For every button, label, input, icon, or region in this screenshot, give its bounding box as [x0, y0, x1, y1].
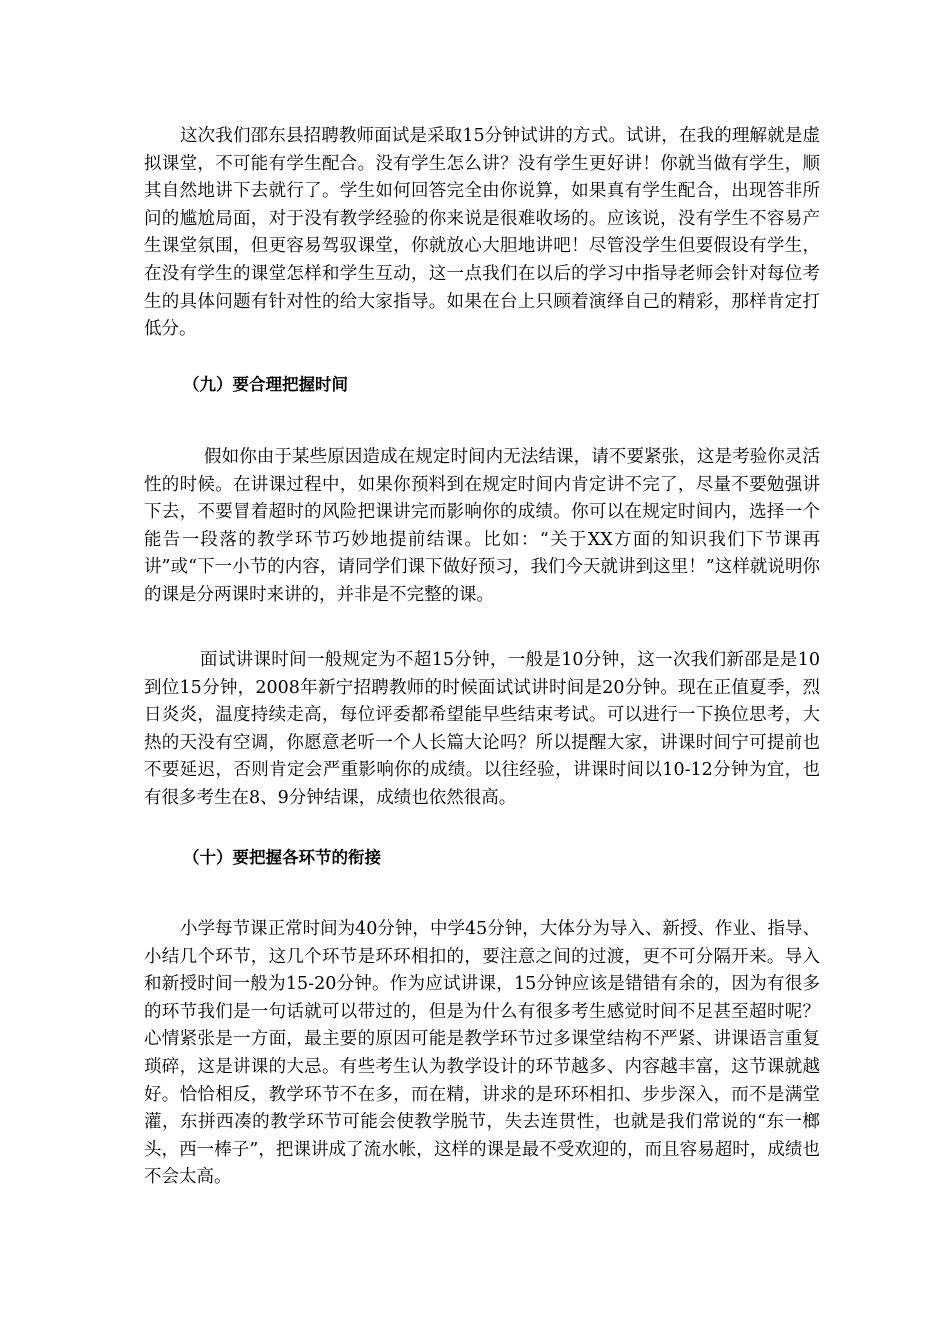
heading-section-ten: （十）要把握各环节的衔接 [183, 848, 381, 867]
paragraph-trial-lecture: 这次我们邵东县招聘教师面试是采取15分钟试讲的方式。试讲，在我的理解就是虚拟课堂，不可能有学生配合。没有学生怎么讲？没有学生更好讲！你就当做有学生，顺其自然地讲下去就行了。学生如何回答完全由你说算，如果真有学生配合，出现答非所问的尴尬局面，对于没有教学经验的你来说是很难收场的。应该说，没有学生不容易产生课堂氛围，但更容易驾驭课堂，你就放心大胆地讲吧！尽管没学生但要假设有学生，在没有学生的课堂怎样和学生互动，这一点我们在以后的学习中指导老师会针对每位考生的具体问题有针对性的给大家指导。如果在台上只顾着演绎自己的精彩，那样肯定打低分。 [144, 126, 820, 340]
heading-section-nine: （九）要合理把握时间 [183, 375, 348, 394]
paragraph-lecture-duration: 面试讲课时间一般规定为不超15分钟，一般是10分钟，这一次我们新邵是是10到位15分钟，2008年新宁招聘教师的时候面试试讲时间是20分钟。现在正值夏季，烈日炎炎，温度持续走高，每位评委都希望能早些结束考试。可以进行一下换位思考，大热的天没有空调，你愿意老听一个人长篇大论吗？所以提醒大家，讲课时间宁可提前也不要延迟，否则肯定会严重影响你的成绩。以往经验，讲课时间以10-12分钟为宜，也有很多考生在8、9分钟结课，成绩也依然很高。 [144, 650, 820, 808]
paragraph-segment-transitions: 小学每节课正常时间为40分钟，中学45分钟，大体分为导入、新授、作业、指导、小结几个环节，这几个环节是环环相扣的，要注意之间的过渡，更不可分隔开来。导入和新授时间一般为15-20分钟。作为应试讲课，15分钟应该是错错有余的，因为有很多的环节我们是一句话就可以带过的，但是为什么有很多考生感觉时间不足甚至超时呢？心情紧张是一方面，最主要的原因可能是教学环节过多课堂结构不严紧、讲课语言重复琐碎，这是讲课的大忌。有些考生认为教学设计的环节越多、内容越丰富，这节课就越好。恰恰相反，教学环节不在多，而在精，讲求的是环环相扣、步步深入，而不是满堂灌，东拼西凑的教学环节可能会使教学脱节，失去连贯性，也就是我们常说的“东一榔头，西一棒子”，把课讲成了流水帐，这样的课是最不受欢迎的，而且容易超时，成绩也不会太高。 [144, 919, 820, 1188]
paragraph-early-ending: 假如你由于某些原因造成在规定时间内无法结课，请不要紧张，这是考验你灵活性的时候。在讲课过程中，如果你预料到在规定时间内肯定讲不完了，尽量不要勉强讲下去，不要冒着超时的风险把课讲完而影响你的成绩。你可以在规定时间内，选择一个能告一段落的教学环节巧妙地提前结课。比如：“关于XX方面的知识我们下节课再讲”或“下一小节的内容，请同学们课下做好预习，我们今天就讲到这里！”这样就说明你的课是分两课时来讲的，并非是不完整的课。 [144, 447, 820, 605]
